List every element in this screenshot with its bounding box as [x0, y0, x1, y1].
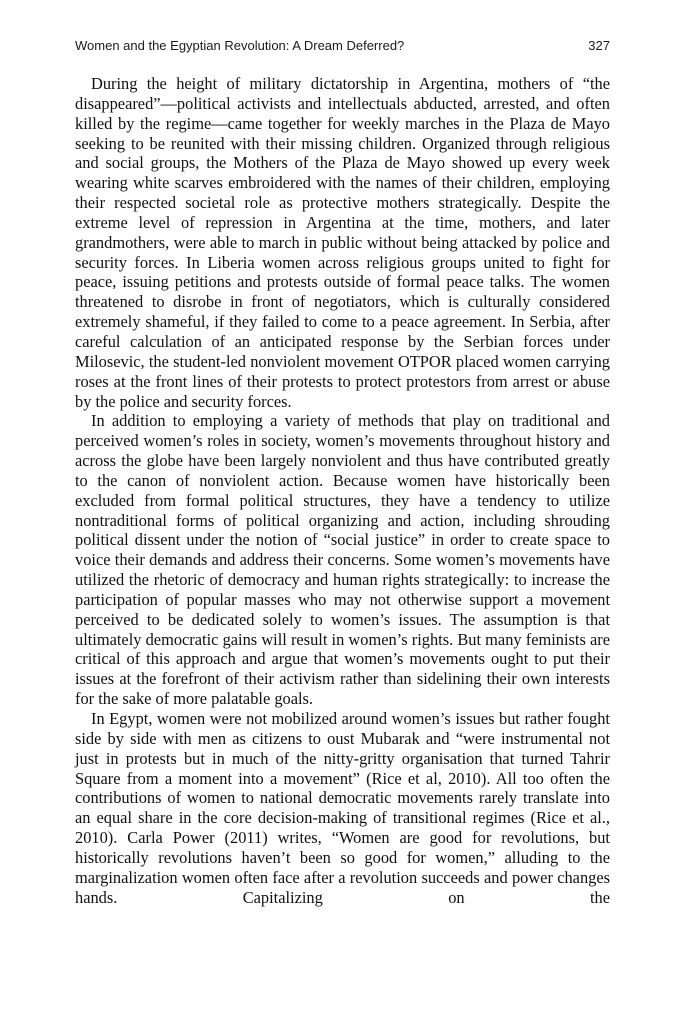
page-number: 327 [588, 38, 610, 53]
body-text [75, 74, 610, 907]
paragraph-egypt-revolution: In Egypt, women were not mobilized around women’s issues but rather fought side by side with men as citizens to oust Mubarak and “were instrumental not just in protests but in much of the nitty-gritty organisation that turned Tahrir Square from a moment into a movement” (Rice et al, 2010). All too often the contributions of women to national democratic movements rarely translate into an equal share in the core decision-making of transitional regimes (Rice et al., 2010). Carla Power (2011) writes, “Women are good for revolutions, but historically revolutions haven’t been so good for women,” alluding to the marginalization women often face after a revolution succeeds and power changes hands. Capitalizing on the [75, 709, 610, 907]
paragraph-argentina-liberia-serbia: During the height of military dictatorship in Argentina, mothers of “the disappeared”—political activists and intellectuals abducted, arrested, and often killed by the regime—came together for weekly marches in the Plaza de Mayo seeking to be reunited with their missing children. Organized through religious and social groups, the Mothers of the Plaza de Mayo showed up every week wearing white scarves embroidered with the names of their children, employing their respected societal role as protective mothers strategically. Despite the extreme level of repression in Argentina at the time, mothers, and later grandmothers, were able to march in public without being attacked by police and security forces. In Liberia women across religious groups united to fight for peace, issuing petitions and protests outside of formal peace talks. The women threatened to disrobe in front of negotiators, which is culturally considered extremely shameful, if they failed to come to a peace agreement. In Serbia, after careful calculation of an anticipated response by the Serbian forces under Milosevic, the student-led nonviolent movement OTPOR placed women carrying roses at the front lines of their protests to protect protestors from arrest or abuse by the police and security forces. [75, 74, 610, 411]
paragraph-womens-movements-nonviolence: In addition to employing a variety of methods that play on traditional and perceived women’s roles in society, women’s movements throughout history and across the globe have been largely nonviolent and thus have contributed greatly to the canon of nonviolent action. Because women have historically been excluded from formal political structures, they have a tendency to utilize nontraditional forms of political organizing and action, including shrouding political dissent under the notion of “social justice” in order to create space to voice their demands and address their concerns. Some women’s movements have utilized the rhetoric of democracy and human rights strategically: to increase the participation of popular masses who may not otherwise support a movement perceived to be dedicated solely to women’s issues. The assumption is that ultimately democratic gains will result in women’s rights. But many feminists are critical of this approach and argue that women’s movements ought to put their issues at the forefront of their activism rather than sidelining their own interests for the sake of more palatable goals. [75, 411, 610, 709]
running-header [75, 38, 610, 58]
running-title: Women and the Egyptian Revolution: A Dream Deferred? [75, 38, 405, 53]
